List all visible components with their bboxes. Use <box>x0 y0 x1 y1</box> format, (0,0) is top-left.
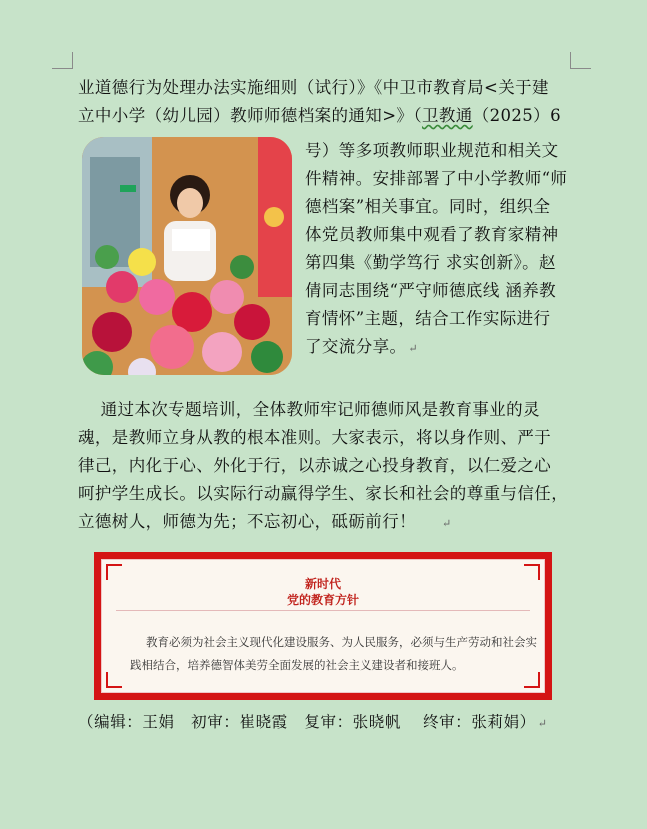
credits-line: （编辑：王娟 初审：崔晓霞 复审：张晓帆 终审：张莉娟） ↵ <box>78 713 548 731</box>
text-line: 第四集《勤学笃行 求实创新》。赵 <box>305 253 556 272</box>
doc-number: 卫教通 <box>421 106 473 125</box>
text-line: 件精神。安排部署了中小学教师“师 <box>305 169 568 188</box>
paragraph-mark-icon: ↵ <box>442 517 452 530</box>
text-line: 育情怀”主题，结合工作实际进行 <box>305 309 551 328</box>
crop-mark-top-left <box>52 52 73 69</box>
text-line: 立德树人，师德为先；不忘初心，砥砺前行！ ↵ <box>78 512 452 531</box>
banner-title-line-2: 党的教育方针 <box>286 593 359 607</box>
speaker-photo-image <box>82 137 292 375</box>
banner-divider <box>116 610 530 611</box>
text-line: 律己，内化于心、外化于行，以赤诚之心投身教育，以仁爱之心 <box>78 456 552 475</box>
crop-mark-top-right <box>570 52 591 69</box>
paragraph-1 <box>78 74 578 130</box>
paragraph-mark-icon: ↵ <box>537 717 548 730</box>
text-line: 德档案”相关事宜。同时，组织全 <box>305 197 551 216</box>
text-line: 倩同志围绕“严守师德底线 涵养教 <box>305 281 557 300</box>
text-line: 号）等多项教师职业规范和相关文 <box>305 141 559 160</box>
education-policy-banner <box>94 552 552 700</box>
paragraph-mark-icon: ↵ <box>408 342 419 355</box>
banner-body-line-2: 践相结合，培养德智体美劳全面发展的社会主义建设者和接班人。 <box>130 658 464 672</box>
text-line: 体党员教师集中观看了教育家精神 <box>305 225 559 244</box>
wrapped-text <box>305 137 567 361</box>
banner-inner <box>101 559 545 693</box>
paragraph-2 <box>78 396 568 536</box>
text-line: 立中小学（幼儿园）教师师德档案的通知>》（卫教通（2025）6 <box>78 106 561 125</box>
banner-title-line-1: 新时代 <box>304 577 341 591</box>
corner-ornament-icon <box>524 672 540 688</box>
banner-body-line-1: 教育必须为社会主义现代化建设服务、为人民服务，必须与生产劳动和社会实 <box>146 635 537 649</box>
speaker-photo <box>82 137 292 375</box>
text-line: 通过本次专题培训，全体教师牢记师德师风是教育事业的灵 <box>78 400 540 419</box>
text-line: 魂，是教师立身从教的根本准则。大家表示，将以身作则、严于 <box>78 428 552 447</box>
text-line: 业道德行为处理办法实施细则（试行）》《中卫市教育局<关于建 <box>78 78 549 97</box>
text-line: 了交流分享。 ↵ <box>305 337 419 356</box>
text-line: 呵护学生成长。以实际行动赢得学生、家长和社会的尊重与信任， <box>78 484 569 503</box>
corner-ornament-icon <box>106 672 122 688</box>
